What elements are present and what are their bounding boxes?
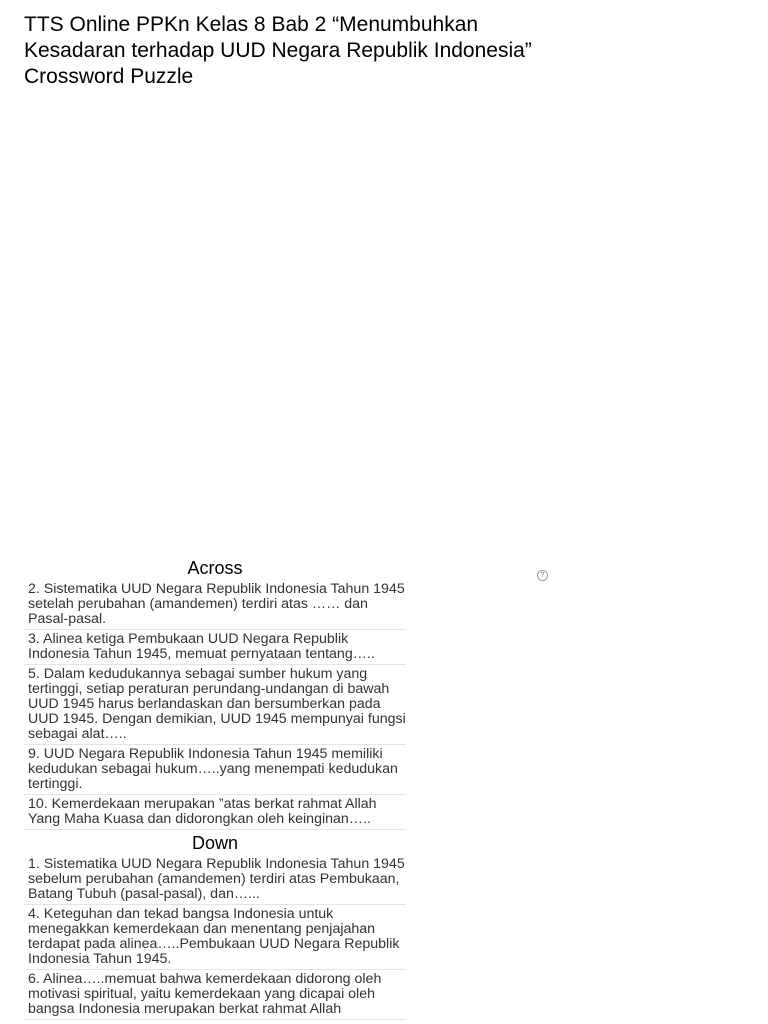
down-clue[interactable]: 6. Alinea…..memuat bahwa kemerdekaan didorong oleh motivasi spiritual, yaitu kemerdekaan yang dicapai oleh bangsa Indonesia merupakan berkat rahmat Allah — [24, 970, 406, 1020]
down-clue[interactable]: 1. Sistematika UUD Negara Republik Indonesia Tahun 1945 sebelum perubahan (amandemen) terdiri atas Pembukaan, Batang Tubuh (pasal-pasal), dan…... — [24, 855, 406, 905]
down-heading: Down — [191, 833, 239, 853]
question-icon[interactable]: ? — [537, 570, 548, 581]
across-clue[interactable]: 3. Alinea ketiga Pembukaan UUD Negara Republik Indonesia Tahun 1945, memuat pernyataan tentang….. — [24, 630, 406, 665]
across-clue[interactable]: 10. Kemerdekaan merupakan ”atas berkat rahmat Allah Yang Maha Kuasa dan didorongkan oleh keinginan….. — [24, 795, 406, 830]
down-clue-list — [24, 855, 406, 1020]
across-clue-list — [24, 580, 406, 830]
crossword-grid-area — [24, 100, 544, 550]
across-heading: Across — [187, 558, 243, 578]
down-clue[interactable]: 4. Keteguhan dan tekad bangsa Indonesia untuk menegakkan kemerdekaan dan menentang penjajahan terdapat pada alinea…..Pembukaan UUD Negara Republik Indonesia Tahun 1945. — [24, 905, 406, 970]
across-clue[interactable]: 9. UUD Negara Republik Indonesia Tahun 1945 memiliki kedudukan sebagai hukum…..yang menempati kedudukan tertinggi. — [24, 745, 406, 795]
clues-panel — [24, 556, 406, 1021]
across-clue[interactable]: 2. Sistematika UUD Negara Republik Indonesia Tahun 1945 setelah perubahan (amandemen) terdiri atas …… dan Pasal-pasal. — [24, 580, 406, 630]
page-title: TTS Online PPKn Kelas 8 Bab 2 “Menumbuhkan Kesadaran terhadap UUD Negara Republik Indonesia” Crossword Puzzle — [24, 13, 532, 88]
across-clue[interactable]: 5. Dalam kedudukannya sebagai sumber hukum yang tertinggi, setiap peraturan perundang-undangan di bawah UUD 1945 harus berlandaskan dan bersumberkan pada UUD 1945. Dengan demikian, UUD 1945 mempunyai fungsi sebagai alat….. — [24, 665, 406, 745]
